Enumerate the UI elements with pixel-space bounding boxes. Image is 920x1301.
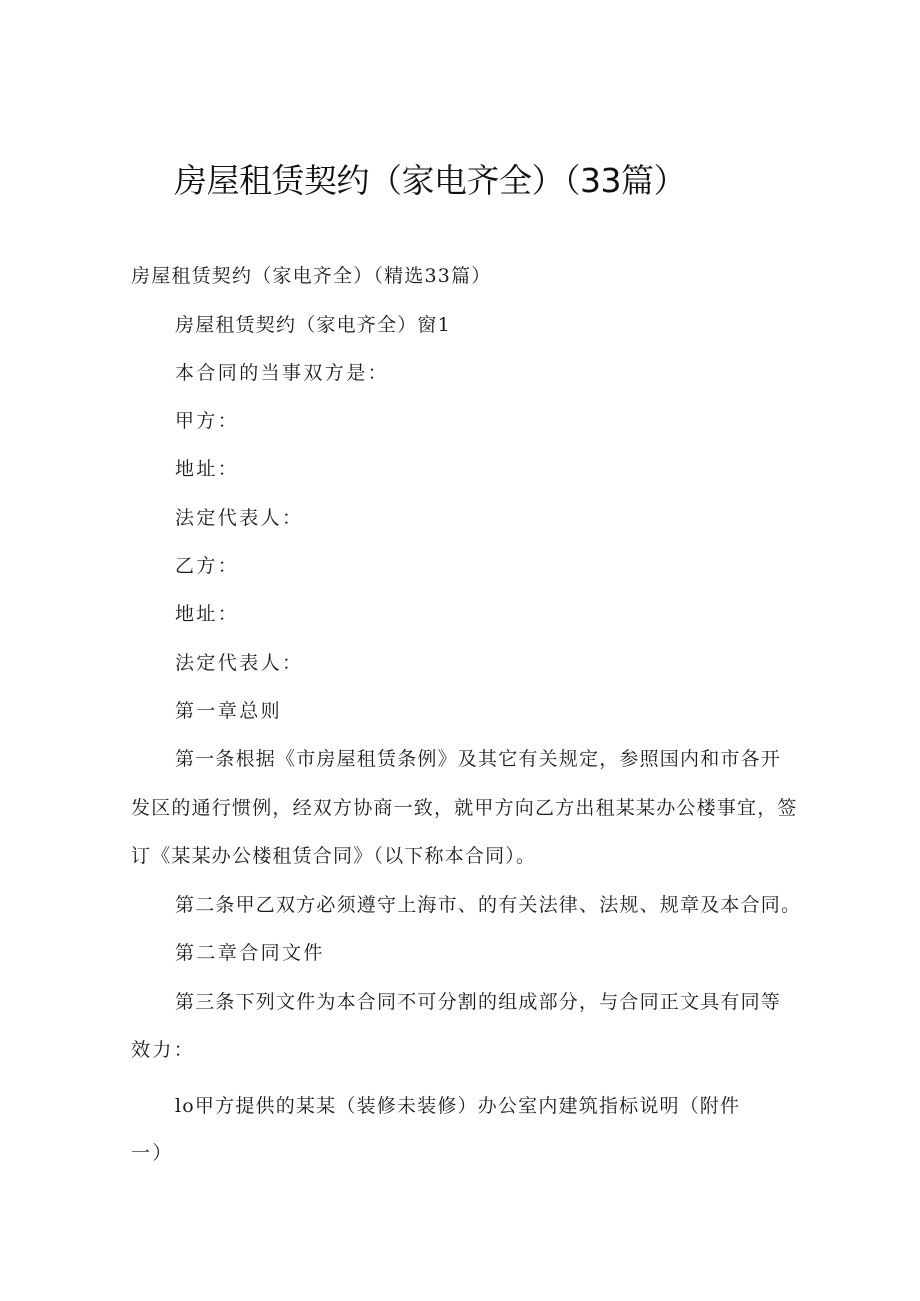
- paragraph-line: 甲方：: [175, 410, 240, 432]
- paragraph-line: 本合同的当事双方是：: [175, 362, 390, 384]
- paragraph-line: 第一条根据《市房屋租赁条例》及其它有关规定，参照国内和市各开: [175, 748, 782, 770]
- paragraph-line: 第三条下列文件为本合同不可分割的组成部分，与合同正文具有同等: [175, 991, 782, 1013]
- paragraph-line: 法定代表人：: [175, 652, 304, 674]
- paragraph-line: 效力：: [131, 1039, 196, 1061]
- section-heading: 房屋租赁契约（家电齐全）窗1: [175, 314, 451, 336]
- paragraph-line: 地址：: [175, 603, 240, 625]
- paragraph-line: 乙方：: [175, 555, 240, 577]
- paragraph-line: 法定代表人：: [175, 507, 304, 529]
- paragraph-line: 一）: [131, 1142, 174, 1164]
- paragraph-line: 发区的通行惯例，经双方协商一致，就甲方向乙方出租某某办公楼事宜，签: [131, 797, 798, 819]
- paragraph-line: 地址：: [175, 458, 240, 480]
- paragraph-line: 第二条甲乙双方必须遵守上海市、的有关法律、法规、规章及本合同。: [175, 894, 802, 916]
- chapter-heading: 第二章合同文件: [175, 942, 325, 964]
- document-title: 房屋租赁契约（家电齐全）（33篇）: [174, 161, 686, 200]
- chapter-heading: 第一章总则: [175, 700, 283, 722]
- paragraph-line: lo甲方提供的某某（装修未装修）办公室内建筑指标说明（附件: [175, 1095, 741, 1117]
- document-subtitle: 房屋租赁契约（家电齐全）（精选33篇）: [131, 265, 492, 287]
- paragraph-line: 订《某某办公楼租赁合同》（以下称本合同）。: [131, 845, 537, 867]
